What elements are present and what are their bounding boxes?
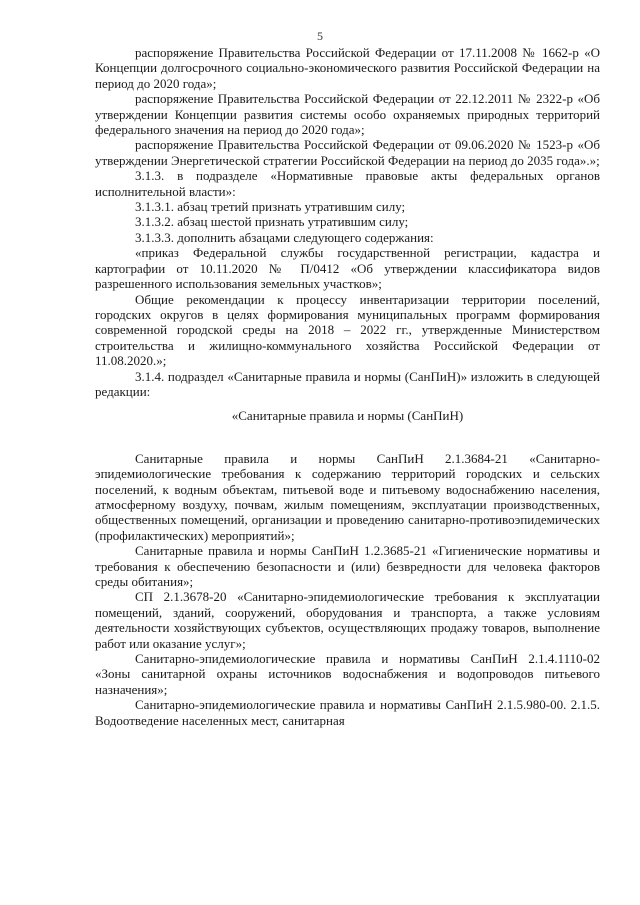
paragraph: 3.1.3. в подразделе «Нормативные правовые акты федеральных органов исполнительной власти»: [95,168,600,199]
paragraph: Общие рекомендации к процессу инвентаризации территории поселений, городских округов в целях формирования муниципальных программ формирования современной городской среды на 2018 – 2022 гг., утвержденные Министерством строительства и жилищно-коммунального хозяйства Российской Федерации от 11.08.2020.»; [95,291,600,369]
section-paragraph: Санитарные правила и нормы СанПиН 2.1.3684-21 «Санитарно-эпидемиологические требования к содержанию территорий городских и сельских поселений, к водным объектам, питьевой воде и питьевому водоснабжению населения, атмосферному воздуху, почвам, жилым помещениям, эксплуатации производственных, общественных помещений, организации и проведению санитарно-противоэпидемических (профилактических) мероприятий»; [95,450,600,543]
paragraph: распоряжение Правительства Российской Федерации от 22.12.2011 № 2322-р «Об утверждении Концепции развития системы особо охраняемых природных территорий федерального значения на период до 2020 года»; [95,91,600,138]
paragraph: 3.1.4. подраздел «Санитарные правила и нормы (СанПиН)» изложить в следующей редакции: [95,368,600,399]
document-body [95,45,600,728]
page-number: 5 [317,29,323,43]
section-paragraph: Санитарно-эпидемиологические правила и нормативы СанПиН 2.1.5.980-00. 2.1.5. Водоотведение населенных мест, санитарная [95,697,600,728]
section-paragraph: СП 2.1.3678-20 «Санитарно-эпидемиологические требования к эксплуатации помещений, зданий, сооружений, оборудования и транспорта, а также условиям деятельности хозяйствующих субъектов, осуществляющих продажу товаров, выполнение работ или оказание услуг»; [95,589,600,651]
section-paragraph: Санитарно-эпидемиологические правила и нормативы СанПиН 2.1.4.1110-02 «Зоны санитарной охраны источников водоснабжения и водопроводов питьевого назначения»; [95,651,600,697]
paragraph: распоряжение Правительства Российской Федерации от 09.06.2020 № 1523-р «Об утверждении Энергетической стратегии Российской Федерации на период до 2035 года».»; [95,137,600,168]
paragraph: распоряжение Правительства Российской Федерации от 17.11.2008 № 1662-р «О Концепции долгосрочного социально-экономического развития Российской Федерации на период до 2020 года»; [95,45,600,91]
paragraph: 3.1.3.1. абзац третий признать утратившим силу; [135,199,406,215]
paragraph: «приказ Федеральной службы государственной регистрации, кадастра и картографии от 10.11.2020 № П/0412 «Об утверждении классификатора видов разрешенного использования земельных участков»; [95,245,600,292]
section-heading: «Санитарные правила и нормы (СанПиН) [231,408,464,424]
paragraph: 3.1.3.2. абзац шестой признать утратившим силу; [135,214,409,230]
section-paragraph: Санитарные правила и нормы СанПиН 1.2.3685-21 «Гигиенические нормативы и требования к обеспечению безопасности и (или) безвредности для человека факторов среды обитания»; [95,543,600,589]
paragraph: 3.1.3.3. дополнить абзацами следующего содержания: [135,229,434,245]
